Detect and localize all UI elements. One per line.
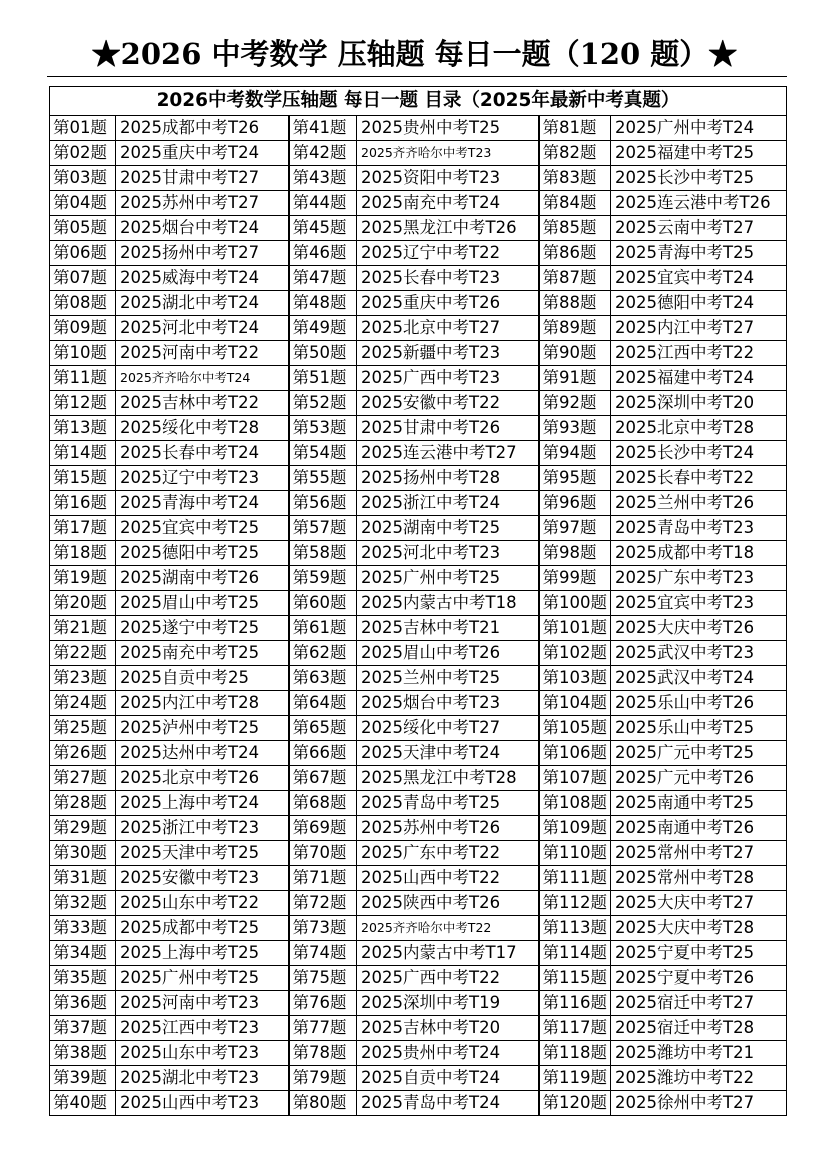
problem-number-cell: 第60题 [289,591,357,616]
table-row [50,716,787,741]
problem-number-cell: 第12题 [50,391,116,416]
problem-source-cell: 2025山西中考T22 [357,866,539,891]
problem-number-cell: 第97题 [539,516,611,541]
problem-source-cell: 2025苏州中考T26 [357,816,539,841]
problem-number-cell: 第109题 [539,816,611,841]
problem-number-cell: 第84题 [539,191,611,216]
problem-source-cell: 2025宿迁中考T28 [611,1016,787,1041]
toc-header: 2026中考数学压轴题 每日一题 目录（2025年最新中考真题） [50,87,787,116]
problem-number-cell: 第77题 [289,1016,357,1041]
problem-number-cell: 第04题 [50,191,116,216]
problem-number-cell: 第78题 [289,1041,357,1066]
table-row [50,891,787,916]
problem-source-cell: 2025绥化中考T27 [357,716,539,741]
problem-number-cell: 第35题 [50,966,116,991]
problem-source-cell: 2025眉山中考T25 [116,591,289,616]
table-row [50,541,787,566]
problem-number-cell: 第44题 [289,191,357,216]
problem-source-cell: 2025江西中考T22 [611,341,787,366]
problem-source-cell: 2025自贡中考T24 [357,1066,539,1091]
problem-number-cell: 第33题 [50,916,116,941]
problem-source-cell: 2025大庆中考T26 [611,616,787,641]
table-row [50,116,787,141]
table-row [50,791,787,816]
problem-source-cell: 2025山东中考T22 [116,891,289,916]
problem-number-cell: 第102题 [539,641,611,666]
problem-number-cell: 第80题 [289,1091,357,1116]
problem-number-cell: 第63题 [289,666,357,691]
problem-source-cell: 2025长沙中考T24 [611,441,787,466]
table-row [50,166,787,191]
problem-number-cell: 第25题 [50,716,116,741]
problem-source-cell: 2025武汉中考T24 [611,666,787,691]
table-row [50,916,787,941]
problem-source-cell: 2025大庆中考T27 [611,891,787,916]
problem-source-cell: 2025安徽中考T23 [116,866,289,891]
problem-number-cell: 第59题 [289,566,357,591]
problem-source-cell: 2025眉山中考T26 [357,641,539,666]
problem-source-cell: 2025内蒙古中考T18 [357,591,539,616]
problem-source-cell: 2025广西中考T23 [357,366,539,391]
problem-source-cell: 2025武汉中考T23 [611,641,787,666]
problem-source-cell: 2025宜宾中考T24 [611,266,787,291]
problem-source-cell: 2025广元中考T25 [611,741,787,766]
problem-source-cell: 2025齐齐哈尔中考T24 [116,366,289,391]
table-row [50,591,787,616]
problem-number-cell: 第74题 [289,941,357,966]
problem-source-cell: 2025浙江中考T24 [357,491,539,516]
problem-number-cell: 第51题 [289,366,357,391]
problem-number-cell: 第62题 [289,641,357,666]
problem-number-cell: 第40题 [50,1091,116,1116]
problem-source-cell: 2025南充中考T24 [357,191,539,216]
problem-source-cell: 2025遂宁中考T25 [116,616,289,641]
problem-source-cell: 2025广东中考T23 [611,566,787,591]
problem-source-cell: 2025长春中考T24 [116,441,289,466]
problem-source-cell: 2025常州中考T28 [611,866,787,891]
problem-source-cell: 2025大庆中考T28 [611,916,787,941]
problem-number-cell: 第45题 [289,216,357,241]
problem-source-cell: 2025新疆中考T23 [357,341,539,366]
problem-number-cell: 第52题 [289,391,357,416]
problem-source-cell: 2025齐齐哈尔中考T22 [357,916,539,941]
problem-source-cell: 2025辽宁中考T23 [116,466,289,491]
problem-source-cell: 2025扬州中考T27 [116,241,289,266]
problem-number-cell: 第99题 [539,566,611,591]
table-row [50,416,787,441]
problem-number-cell: 第105题 [539,716,611,741]
problem-number-cell: 第116题 [539,991,611,1016]
problem-source-cell: 2025成都中考T26 [116,116,289,141]
problem-source-cell: 2025乐山中考T26 [611,691,787,716]
problem-number-cell: 第95题 [539,466,611,491]
problem-source-cell: 2025宿迁中考T27 [611,991,787,1016]
table-row [50,341,787,366]
problem-number-cell: 第114题 [539,941,611,966]
problem-source-cell: 2025重庆中考T24 [116,141,289,166]
problem-source-cell: 2025深圳中考T20 [611,391,787,416]
problem-number-cell: 第20题 [50,591,116,616]
problem-source-cell: 2025湖北中考T23 [116,1066,289,1091]
problem-source-cell: 2025长春中考T22 [611,466,787,491]
table-row [50,316,787,341]
table-row [50,641,787,666]
problem-source-cell: 2025宜宾中考T25 [116,516,289,541]
problem-number-cell: 第57题 [289,516,357,541]
problem-source-cell: 2025潍坊中考T21 [611,1041,787,1066]
problem-number-cell: 第42题 [289,141,357,166]
table-row [50,616,787,641]
problem-number-cell: 第34题 [50,941,116,966]
problem-number-cell: 第36题 [50,991,116,1016]
table-row [50,966,787,991]
problem-source-cell: 2025齐齐哈尔中考T23 [357,141,539,166]
problem-source-cell: 2025甘肃中考T26 [357,416,539,441]
problem-source-cell: 2025河北中考T24 [116,316,289,341]
toc-header-row [50,87,787,116]
problem-source-cell: 2025河北中考T23 [357,541,539,566]
problem-source-cell: 2025德阳中考T25 [116,541,289,566]
problem-number-cell: 第67题 [289,766,357,791]
problem-number-cell: 第66题 [289,741,357,766]
problem-number-cell: 第54题 [289,441,357,466]
table-row [50,366,787,391]
problem-number-cell: 第70题 [289,841,357,866]
problem-source-cell: 2025徐州中考T27 [611,1091,787,1116]
problem-number-cell: 第76题 [289,991,357,1016]
problem-source-cell: 2025青岛中考T23 [611,516,787,541]
problem-number-cell: 第106题 [539,741,611,766]
problem-number-cell: 第72题 [289,891,357,916]
problem-number-cell: 第83题 [539,166,611,191]
problem-source-cell: 2025内江中考T28 [116,691,289,716]
problem-source-cell: 2025天津中考T25 [116,841,289,866]
problem-source-cell: 2025宁夏中考T25 [611,941,787,966]
problem-source-cell: 2025烟台中考T24 [116,216,289,241]
problem-number-cell: 第92题 [539,391,611,416]
problem-number-cell: 第87题 [539,266,611,291]
problem-number-cell: 第09题 [50,316,116,341]
problem-source-cell: 2025贵州中考T24 [357,1041,539,1066]
problem-source-cell: 2025广东中考T22 [357,841,539,866]
problem-number-cell: 第58题 [289,541,357,566]
table-row [50,1016,787,1041]
problem-source-cell: 2025河南中考T23 [116,991,289,1016]
problem-number-cell: 第110题 [539,841,611,866]
problem-source-cell: 2025成都中考T18 [611,541,787,566]
problem-number-cell: 第27题 [50,766,116,791]
table-row [50,991,787,1016]
problem-source-cell: 2025重庆中考T26 [357,291,539,316]
problem-source-cell: 2025泸州中考T25 [116,716,289,741]
problem-number-cell: 第73题 [289,916,357,941]
problem-number-cell: 第85题 [539,216,611,241]
problem-source-cell: 2025兰州中考T26 [611,491,787,516]
problem-source-cell: 2025吉林中考T22 [116,391,289,416]
problem-source-cell: 2025达州中考T24 [116,741,289,766]
problem-number-cell: 第31题 [50,866,116,891]
problem-number-cell: 第32题 [50,891,116,916]
table-row [50,566,787,591]
problem-number-cell: 第17题 [50,516,116,541]
page-title: ★2026 中考数学 压轴题 每日一题（120 题）★ [91,37,738,71]
problem-source-cell: 2025青岛中考T25 [357,791,539,816]
problem-number-cell: 第24题 [50,691,116,716]
problem-number-cell: 第104题 [539,691,611,716]
problem-source-cell: 2025连云港中考T27 [357,441,539,466]
problem-number-cell: 第71题 [289,866,357,891]
problem-number-cell: 第11题 [50,366,116,391]
problem-number-cell: 第115题 [539,966,611,991]
problem-source-cell: 2025南充中考T25 [116,641,289,666]
problem-source-cell: 2025内江中考T27 [611,316,787,341]
problem-source-cell: 2025江西中考T23 [116,1016,289,1041]
problem-source-cell: 2025湖南中考T26 [116,566,289,591]
problem-source-cell: 2025陕西中考T26 [357,891,539,916]
problem-number-cell: 第108题 [539,791,611,816]
problem-number-cell: 第103题 [539,666,611,691]
problem-number-cell: 第107题 [539,766,611,791]
problem-source-cell: 2025南通中考T25 [611,791,787,816]
problem-source-cell: 2025浙江中考T23 [116,816,289,841]
problem-source-cell: 2025资阳中考T23 [357,166,539,191]
problem-number-cell: 第01题 [50,116,116,141]
problem-number-cell: 第100题 [539,591,611,616]
problem-number-cell: 第81题 [539,116,611,141]
problem-number-cell: 第119题 [539,1066,611,1091]
problem-source-cell: 2025长春中考T23 [357,266,539,291]
problem-number-cell: 第88题 [539,291,611,316]
table-row [50,516,787,541]
problem-number-cell: 第21题 [50,616,116,641]
problem-source-cell: 2025山东中考T23 [116,1041,289,1066]
problem-number-cell: 第08题 [50,291,116,316]
problem-source-cell: 2025深圳中考T19 [357,991,539,1016]
problem-source-cell: 2025甘肃中考T27 [116,166,289,191]
problem-number-cell: 第98题 [539,541,611,566]
problem-source-cell: 2025兰州中考T25 [357,666,539,691]
title-rule [47,76,787,77]
problem-source-cell: 2025内蒙古中考T17 [357,941,539,966]
problem-source-cell: 2025山西中考T23 [116,1091,289,1116]
problem-number-cell: 第113题 [539,916,611,941]
problem-source-cell: 2025连云港中考T26 [611,191,787,216]
problem-number-cell: 第16题 [50,491,116,516]
problem-source-cell: 2025青岛中考T24 [357,1091,539,1116]
problem-number-cell: 第18题 [50,541,116,566]
problem-source-cell: 2025潍坊中考T22 [611,1066,787,1091]
table-row [50,466,787,491]
problem-number-cell: 第89题 [539,316,611,341]
problem-source-cell: 2025绥化中考T28 [116,416,289,441]
problem-number-cell: 第120题 [539,1091,611,1116]
problem-number-cell: 第05题 [50,216,116,241]
problem-number-cell: 第65题 [289,716,357,741]
problem-number-cell: 第50题 [289,341,357,366]
problem-source-cell: 2025黑龙江中考T26 [357,216,539,241]
problem-number-cell: 第55题 [289,466,357,491]
problem-source-cell: 2025福建中考T25 [611,141,787,166]
table-row [50,1041,787,1066]
problem-source-cell: 2025广州中考T25 [357,566,539,591]
problem-number-cell: 第82题 [539,141,611,166]
problem-source-cell: 2025上海中考T24 [116,791,289,816]
table-row [50,841,787,866]
problem-number-cell: 第07题 [50,266,116,291]
problem-source-cell: 2025福建中考T24 [611,366,787,391]
table-row [50,391,787,416]
problem-number-cell: 第49题 [289,316,357,341]
problem-source-cell: 2025广西中考T22 [357,966,539,991]
table-row [50,866,787,891]
table-row [50,691,787,716]
problem-source-cell: 2025湖北中考T24 [116,291,289,316]
table-row [50,291,787,316]
table-row [50,741,787,766]
problem-source-cell: 2025贵州中考T25 [357,116,539,141]
problem-number-cell: 第19题 [50,566,116,591]
problem-number-cell: 第112题 [539,891,611,916]
problem-number-cell: 第28题 [50,791,116,816]
problem-number-cell: 第94题 [539,441,611,466]
problem-source-cell: 2025广元中考T26 [611,766,787,791]
problem-number-cell: 第91题 [539,366,611,391]
problem-number-cell: 第37题 [50,1016,116,1041]
problem-number-cell: 第79题 [289,1066,357,1091]
table-row [50,216,787,241]
problem-number-cell: 第43题 [289,166,357,191]
problem-source-cell: 2025湖南中考T25 [357,516,539,541]
problem-source-cell: 2025辽宁中考T22 [357,241,539,266]
problem-number-cell: 第90题 [539,341,611,366]
problem-number-cell: 第118题 [539,1041,611,1066]
problem-source-cell: 2025天津中考T24 [357,741,539,766]
problem-number-cell: 第64题 [289,691,357,716]
problem-source-cell: 2025黑龙江中考T28 [357,766,539,791]
problem-source-cell: 2025云南中考T27 [611,216,787,241]
table-row [50,666,787,691]
problem-number-cell: 第48题 [289,291,357,316]
problem-number-cell: 第14题 [50,441,116,466]
problem-number-cell: 第13题 [50,416,116,441]
problem-source-cell: 2025乐山中考T25 [611,716,787,741]
problem-source-cell: 2025宜宾中考T23 [611,591,787,616]
table-row [50,191,787,216]
table-row [50,241,787,266]
problem-source-cell: 2025河南中考T22 [116,341,289,366]
problem-number-cell: 第03题 [50,166,116,191]
problem-number-cell: 第23题 [50,666,116,691]
table-row [50,941,787,966]
problem-source-cell: 2025吉林中考T20 [357,1016,539,1041]
problem-number-cell: 第86题 [539,241,611,266]
problem-number-cell: 第15题 [50,466,116,491]
problem-source-cell: 2025广州中考T24 [611,116,787,141]
problem-number-cell: 第68题 [289,791,357,816]
problem-number-cell: 第06题 [50,241,116,266]
problem-source-cell: 2025北京中考T28 [611,416,787,441]
table-row [50,816,787,841]
problem-source-cell: 2025长沙中考T25 [611,166,787,191]
problem-source-cell: 2025安徽中考T22 [357,391,539,416]
problem-source-cell: 2025宁夏中考T26 [611,966,787,991]
problem-number-cell: 第46题 [289,241,357,266]
problem-source-cell: 2025青海中考T24 [116,491,289,516]
problem-number-cell: 第93题 [539,416,611,441]
table-row [50,441,787,466]
problem-source-cell: 2025广州中考T25 [116,966,289,991]
problem-number-cell: 第56题 [289,491,357,516]
toc-table [49,86,787,1116]
problem-number-cell: 第47题 [289,266,357,291]
problem-source-cell: 2025北京中考T26 [116,766,289,791]
problem-number-cell: 第117题 [539,1016,611,1041]
problem-source-cell: 2025常州中考T27 [611,841,787,866]
problem-number-cell: 第101题 [539,616,611,641]
problem-number-cell: 第96题 [539,491,611,516]
problem-number-cell: 第10题 [50,341,116,366]
problem-number-cell: 第26题 [50,741,116,766]
problem-source-cell: 2025北京中考T27 [357,316,539,341]
table-row [50,1066,787,1091]
problem-source-cell: 2025扬州中考T28 [357,466,539,491]
problem-source-cell: 2025吉林中考T21 [357,616,539,641]
problem-source-cell: 2025烟台中考T23 [357,691,539,716]
problem-source-cell: 2025青海中考T25 [611,241,787,266]
table-row [50,1091,787,1116]
table-row [50,766,787,791]
problem-number-cell: 第61题 [289,616,357,641]
problem-source-cell: 2025自贡中考25 [116,666,289,691]
problem-number-cell: 第41题 [289,116,357,141]
problem-number-cell: 第39题 [50,1066,116,1091]
problem-number-cell: 第75题 [289,966,357,991]
problem-number-cell: 第111题 [539,866,611,891]
problem-source-cell: 2025苏州中考T27 [116,191,289,216]
problem-source-cell: 2025南通中考T26 [611,816,787,841]
problem-number-cell: 第29题 [50,816,116,841]
toc-body [50,116,787,1116]
problem-number-cell: 第30题 [50,841,116,866]
problem-number-cell: 第22题 [50,641,116,666]
table-row [50,491,787,516]
table-row [50,141,787,166]
problem-source-cell: 2025德阳中考T24 [611,291,787,316]
problem-source-cell: 2025上海中考T25 [116,941,289,966]
problem-number-cell: 第53题 [289,416,357,441]
problem-number-cell: 第38题 [50,1041,116,1066]
problem-source-cell: 2025成都中考T25 [116,916,289,941]
table-row [50,266,787,291]
problem-number-cell: 第69题 [289,816,357,841]
problem-source-cell: 2025威海中考T24 [116,266,289,291]
problem-number-cell: 第02题 [50,141,116,166]
